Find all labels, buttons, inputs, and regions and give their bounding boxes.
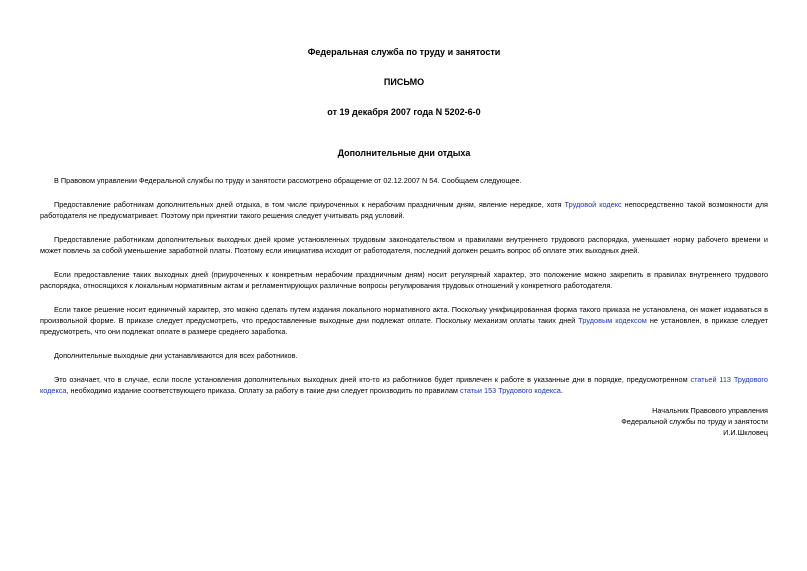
paragraph-7-text-a: Это означает, что в случае, если после установления дополнительных выходных дней кто-то из работников будет привлечен к работе в указанные дни в порядке, предусмотренном — [54, 375, 691, 384]
paragraph-4: Если предоставление таких выходных дней (приуроченных к конкретным нерабочим праздничным дням) носит регулярный характер, это положение можно закрепить в правилах внутреннего трудового распорядка, относящихся к локальным нормативным актам и регламентирующих различные вопросы регулирования трудовых отношений у конкретного работодателя. — [40, 270, 768, 290]
document-type: ПИСЬМО — [383, 77, 425, 87]
paragraph-5-text-a: Если такое решение носит единичный характер, это можно сделать путем издания локального нормативного акта. Поскольку унифицированная форма такого приказа не установлена, он может издаваться в произвольной форме. В приказе следует предусмотреть, что предоставленные выходные дни подлежат оплате. Поскольку механизм оплаты таких дней — [40, 305, 768, 325]
article-153-link[interactable]: статьи 153 Трудового кодекса — [459, 386, 561, 395]
paragraph-6: Дополнительные выходные дни устанавливаются для всех работников. — [54, 351, 298, 360]
agency-title: Федеральная служба по труду и занятости — [307, 47, 501, 57]
signature-position: Начальник Правового управления — [652, 406, 768, 415]
paragraph-7 — [40, 374, 768, 396]
document-date-number: от 19 декабря 2007 года N 5202-6-0 — [327, 107, 481, 117]
paragraph-5 — [40, 304, 768, 337]
article-113-link[interactable]: статьей 113 Трудового кодекса — [40, 375, 768, 395]
paragraph-3: Предоставление работникам дополнительных выходных дней кроме установленных трудовым законодательством и правилами внутреннего трудового распорядка, уменьшает норму рабочего времени и может повлечь за собой уменьшение заработной платы. Поэтому если инициатива исходит от работодателя, последний должен решить вопрос об оплате этих выходных дней. — [40, 235, 768, 255]
paragraph-7-text-b: , необходимо издание соответствующего приказа. Оплату за работу в такие дни следует производить по правилам — [66, 386, 460, 395]
paragraph-2-text-b: непосредственно такой возможности для работодателя не предусматривает. Поэтому при принятии такого решения следует учитывать ряд условий. — [40, 200, 768, 220]
document-page — [40, 0, 768, 571]
signature-agency: Федеральной службы по труду и занятости — [621, 417, 768, 426]
paragraph-2 — [40, 199, 768, 221]
paragraph-1: В Правовом управлении Федеральной службы по труду и занятости рассмотрено обращение от 02.12.2007 N 54. Сообщаем следующее. — [54, 176, 522, 185]
paragraph-5-text-b: не установлен, в приказе следует предусмотреть, что они подлежат оплате в размере среднего заработка. — [40, 316, 769, 336]
signature-name: И.И.Шкловец — [723, 428, 768, 437]
document-body — [40, 175, 768, 409]
labor-code-link-2[interactable]: Трудовым кодексом — [578, 316, 647, 325]
paragraph-7-text-c: . — [560, 386, 563, 395]
document-subject: Дополнительные дни отдыха — [337, 148, 471, 158]
paragraph-2-text-a: Предоставление работникам дополнительных дней отдыха, в том числе приуроченных к нерабочим праздничным дням, явление нередкое, хотя — [54, 200, 565, 209]
labor-code-link[interactable]: Трудовой кодекс — [564, 200, 622, 209]
signature-block — [621, 405, 768, 438]
